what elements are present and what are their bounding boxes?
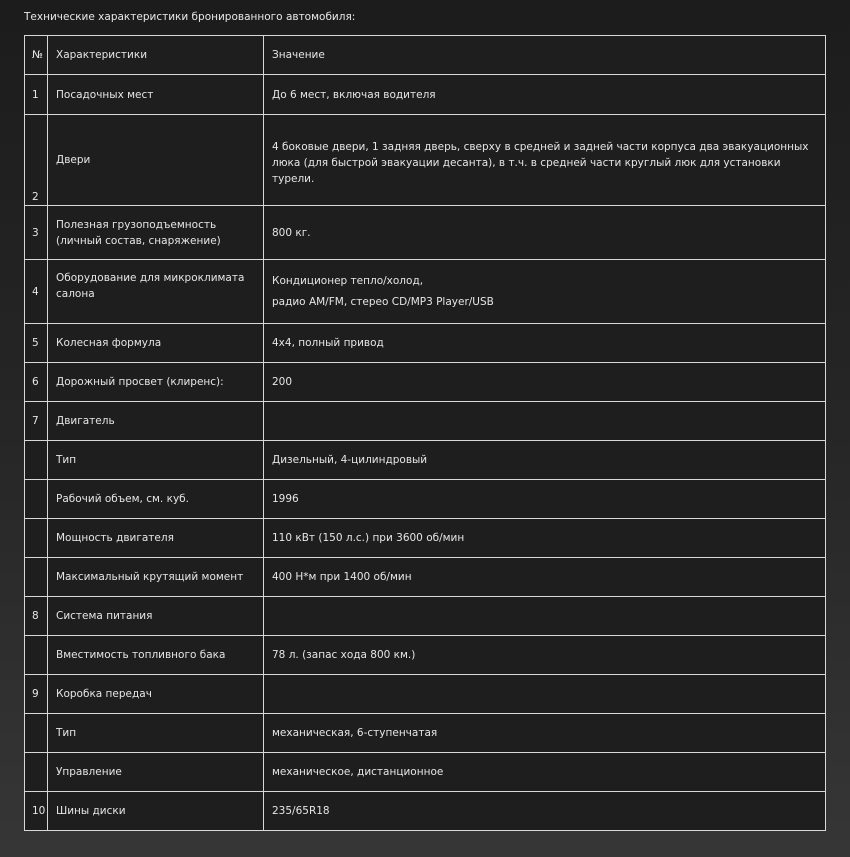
header-number: № [25, 36, 48, 75]
row-value [264, 636, 826, 675]
row-value [264, 675, 826, 714]
row-value [264, 115, 826, 206]
row-value [264, 519, 826, 558]
row-characteristic: Рабочий объем, см. куб. [48, 480, 264, 519]
row-number: 1 [25, 75, 48, 115]
row-characteristic: Двигатель [48, 402, 264, 441]
row-number [25, 558, 48, 597]
row-value [264, 206, 826, 260]
value-text: механическое, дистанционное [272, 766, 444, 778]
table-row [25, 75, 826, 115]
row-value [264, 480, 826, 519]
table-row [25, 115, 826, 206]
table-row [25, 363, 826, 402]
table-row [25, 402, 826, 441]
value-text: 400 Н*м при 1400 об/мин [272, 571, 412, 583]
row-characteristic: Колесная формула [48, 324, 264, 363]
value-text: 800 кг. [272, 226, 311, 239]
specs-table [24, 35, 826, 831]
table-row [25, 206, 826, 260]
row-characteristic: Дорожный просвет (клиренс): [48, 363, 264, 402]
header-characteristic: Характеристики [48, 36, 264, 75]
table-row [25, 597, 826, 636]
table-row [25, 675, 826, 714]
row-characteristic: Мощность двигателя [48, 519, 264, 558]
row-value [264, 402, 826, 441]
value-text: 110 кВт (150 л.с.) при 3600 об/мин [272, 532, 465, 544]
row-value [264, 324, 826, 363]
table-row [25, 558, 826, 597]
value-text: 78 л. (запас хода 800 км.) [272, 649, 416, 661]
row-value [264, 753, 826, 792]
value-text: Дизельный, 4-цилиндровый [272, 454, 428, 466]
value-text: 4 боковые двери, 1 задняя дверь, сверху в средней и задней части корпуса два эвакуационных люка (для быстрой эвакуации десанта), в т.ч. в средней части круглый люк для установки турели. [272, 141, 809, 185]
row-value [264, 558, 826, 597]
row-value [264, 714, 826, 753]
value-text: 1996 [272, 493, 299, 505]
value-text: радио AM/FM, стерео CD/MP3 Player/USB [272, 296, 494, 308]
value-text: До 6 мест, включая водителя [272, 88, 436, 101]
row-number: 4 [25, 260, 48, 324]
table-row [25, 519, 826, 558]
table-header-row [25, 36, 826, 75]
row-number [25, 714, 48, 753]
row-value [264, 260, 826, 324]
row-number: 7 [25, 402, 48, 441]
row-number: 8 [25, 597, 48, 636]
value-text: Кондиционер тепло/холод, [272, 275, 424, 287]
row-number [25, 441, 48, 480]
row-characteristic: Оборудование для микроклимата салона [48, 260, 264, 324]
row-number: 3 [25, 206, 48, 260]
table-row [25, 441, 826, 480]
row-characteristic: Коробка передач [48, 675, 264, 714]
row-number [25, 636, 48, 675]
row-characteristic: Шины диски [48, 792, 264, 831]
row-characteristic: Управление [48, 753, 264, 792]
row-characteristic: Тип [48, 441, 264, 480]
row-characteristic: Посадочных мест [48, 75, 264, 115]
row-value [264, 75, 826, 115]
row-number: 5 [25, 324, 48, 363]
header-value: Значение [264, 36, 826, 75]
table-row [25, 480, 826, 519]
row-number [25, 519, 48, 558]
row-number [25, 480, 48, 519]
value-text: 200 [272, 376, 293, 388]
page-title: Технические характеристики бронированного автомобиля: [24, 11, 356, 23]
table-row [25, 753, 826, 792]
row-characteristic: Вместимость топливного бака [48, 636, 264, 675]
row-number [25, 753, 48, 792]
row-number: 9 [25, 675, 48, 714]
value-text: 4x4, полный привод [272, 337, 384, 349]
value-text: механическая, 6-ступенчатая [272, 727, 438, 739]
row-characteristic: Тип [48, 714, 264, 753]
table-row [25, 792, 826, 831]
table-row [25, 260, 826, 324]
row-value [264, 363, 826, 402]
row-characteristic: Система питания [48, 597, 264, 636]
table-row [25, 324, 826, 363]
row-value [264, 441, 826, 480]
table-row [25, 636, 826, 675]
row-characteristic: Полезная грузоподъемность (личный состав, снаряжение) [48, 206, 264, 260]
row-characteristic: Двери [48, 115, 264, 206]
value-text: 235/65R18 [272, 805, 330, 817]
row-value [264, 792, 826, 831]
row-number: 6 [25, 363, 48, 402]
row-number: 10 [25, 792, 48, 831]
row-number: 2 [25, 115, 48, 206]
table-row [25, 714, 826, 753]
row-value [264, 597, 826, 636]
row-characteristic: Максимальный крутящий момент [48, 558, 264, 597]
